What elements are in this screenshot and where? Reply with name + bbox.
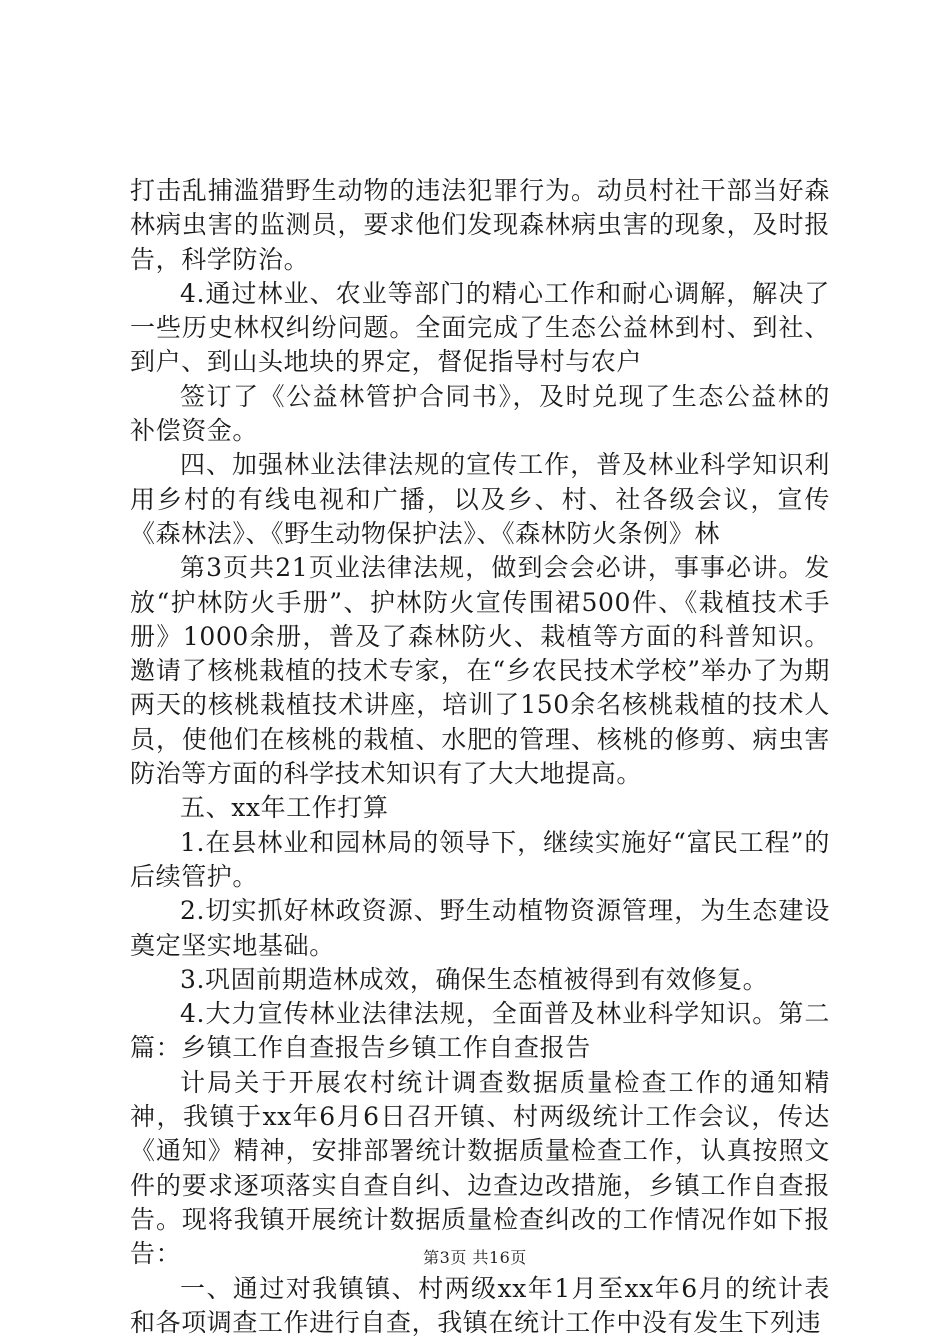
- section-heading-5: 五、xx年工作打算: [180, 793, 389, 823]
- list-item-3: 3.巩固前期造林成效，确保生态植被得到有效修复。: [180, 964, 769, 994]
- page-footer: 第3页 共16页: [423, 1248, 527, 1267]
- list-item-1: 1.在县林业和园林局的领导下，继续实施好“富民工程”的后续管护。: [130, 827, 830, 891]
- paragraph-7: 一、通过对我镇镇、村两级xx年1月至xx年6月的统计表和各项调查工作进行自查，我镇在统计工作中没有发生下列违: [130, 1273, 830, 1337]
- paragraph-1: 打击乱捕滥猎野生动物的违法犯罪行为。动员村社干部当好森林病虫害的监测员，要求他们发现森林病虫害的现象，及时报告，科学防治。: [130, 176, 830, 274]
- list-item-4: 4.大力宣传林业法律法规，全面普及林业科学知识。第二篇：乡镇工作自查报告乡镇工作自查报告: [130, 999, 830, 1063]
- paragraph-2: 4.通过林业、农业等部门的精心工作和耐心调解，解决了一些历史林权纠纷问题。全面完成了生态公益林到村、到社、到户、到山头地块的界定，督促指导村与农户: [130, 278, 830, 377]
- paragraph-5: 第3页共21页业法律法规，做到会会必讲，事事必讲。发放“护林防火手册”、护林防火宣传围裙500件、《栽植技术手册》1000余册，普及了森林防火、栽植等方面的科普知识。邀请了核桃栽植的技术专家，在“乡农民技术学校”举办了为期两天的核桃栽植技术讲座，培训了150余名核桃栽植的技术人员，使他们在核桃的栽植、水肥的管理、核桃的修剪、病虫害防治等方面的科学技术知识有了大大地提高。: [130, 553, 830, 789]
- document-body: [130, 174, 830, 1340]
- paragraph-3: 签订了《公益林管护合同书》，及时兑现了生态公益林的补偿资金。: [130, 381, 830, 446]
- list-item-2: 2.切实抓好林政资源、野生动植物资源管理，为生态建设奠定坚实地基础。: [130, 896, 830, 960]
- paragraph-6: 计局关于开展农村统计调查数据质量检查工作的通知精神，我镇于xx年6月6日召开镇、村两级统计工作会议，传达《通知》精神，安排部署统计数据质量检查工作，认真按照文件的要求逐项落实自查自纠、边查边改措施，乡镇工作自查报告。现将我镇开展统计数据质量检查纠改的工作情况作如下报告：: [130, 1067, 830, 1269]
- paragraph-4: 四、加强林业法律法规的宣传工作，普及林业科学知识利用乡村的有线电视和广播，以及乡、村、社各级会议，宣传《森林法》、《野生动物保护法》、《森林防火条例》林: [130, 450, 830, 548]
